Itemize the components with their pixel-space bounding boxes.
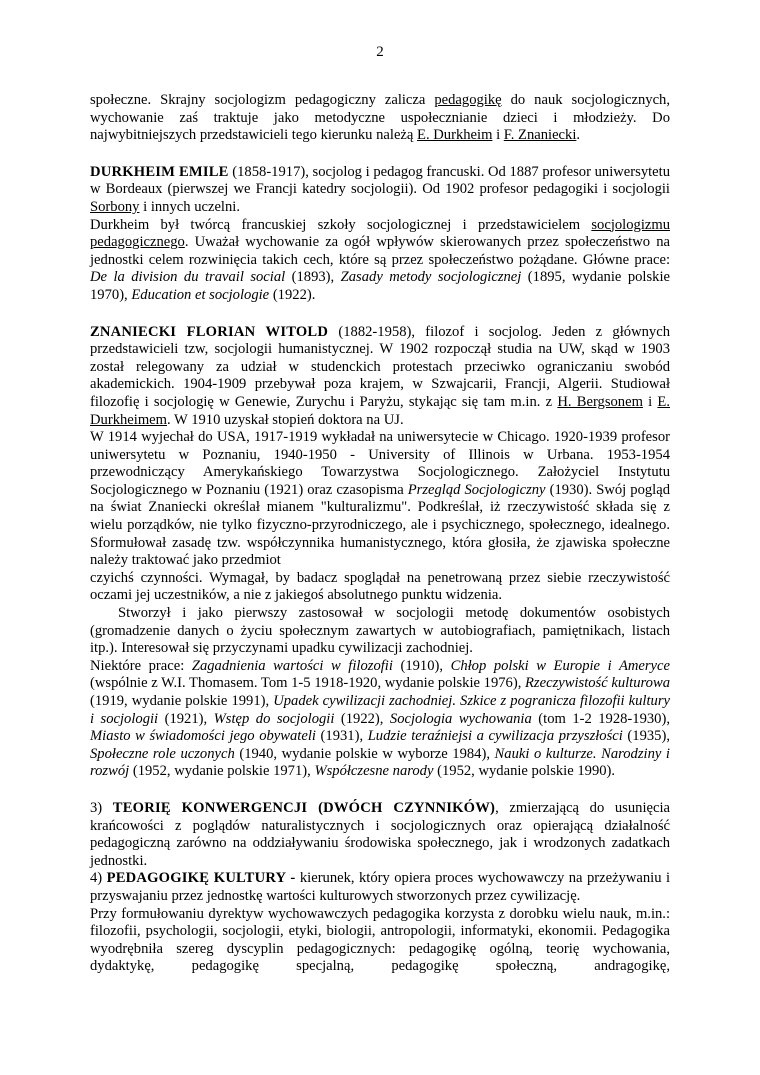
theory-culture: 4) PEDAGOGIKĘ KULTURY - kierunek, który opiera proces wychowawczy na przeżywaniu i przyswajaniu przez jednostkę wartości kulturowych stworzonych przez cywilizację. [90, 870, 670, 904]
znaniecki-bio: ZNANIECKI FLORIAN WITOLD (1882-1958), filozof i socjolog. Jeden z głównych przedstawicieli tzw, socjologii humanistycznej. W 1902 rozpoczął studia na UW, skąd w 1903 został relegowany za udział w studenckich protestach przeciwko ograniczaniu swobód akademickich. 1904-1909 przebywał poza krajem, w Szwajcarii, Francji, Algerii. Studiował filozofię i socjologię w Genewie, Zurychu i Paryżu, stykając się tam m.in. z H. Bergsonem i E. Durkheimem. W 1910 uzyskał stopień doktora na UJ. [90, 323, 670, 428]
intro-paragraph: społeczne. Skrajny socjologizm pedagogiczny zalicza pedagogikę do nauk socjologicznych, wychowanie zaś traktuje jako metodyczne uspołecznianie dzieci i młodzieży. Do najwybitniejszych przedstawicieli tego kierunku należą E. Durkheim i F. Znaniecki. [90, 92, 670, 144]
znaniecki-documents: Stworzył i jako pierwszy zastosował w socjologii metodę dokumentów osobistych (gromadzenie danych o życiu społecznym zawartych w autobiografiach, pamiętnikach, listach itp.). Interesował się przyczynami upadku cywilizacji zachodniej. [90, 605, 670, 657]
convergence-heading: TEORIĘ KONWERGENCJI (DWÓCH CZYNNIKÓW) [112, 799, 496, 816]
znaniecki-method: czyichś czynności. Wymagał, by badacz spoglądał na penetrowaną przez siebie rzeczywistość oczami jej uczestników, a nie z jakiegoś absolutnego punktu widzenia. [90, 569, 670, 604]
link-znaniecki[interactable]: F. Znaniecki [503, 127, 577, 144]
theory-convergence: 3) TEORIĘ KONWERGENCJI (DWÓCH CZYNNIKÓW), zmierzającą do usunięcia krańcowości z poglądów naturalistycznych i socjologicznych oraz opierającą działalność pedagogiczną zarówno na oddziaływaniu środowiska społecznego, jak i wrodzonych zadatkach jednostki. [90, 799, 670, 869]
durkheim-bio: DURKHEIM EMILE (1858-1917), socjolog i pedagog francuski. Od 1887 profesor uniwersytetu w Bordeaux (pierwszej we Francji katedry socjologii). Od 1902 profesor pedagogiki i socjologii Sorbony i innych uczelni. [90, 163, 670, 215]
znaniecki-heading: ZNANIECKI FLORIAN WITOLD [90, 323, 329, 340]
znaniecki-career: W 1914 wyjechał do USA, 1917-1919 wykładał na uniwersytecie w Chicago. 1920-1939 profesor uniwersytetu w Poznaniu, 1940-1950 - University of Illinois w Urbana. 1953-1954 przewodniczący Amerykańskiego Towarzystwa Socjologicznego. Założyciel Instytutu Socjologicznego w Poznaniu (1921) oraz czasopisma Przegląd Socjologiczny (1930). Swój pogląd na świat Znaniecki określał mianem "kulturalizmu". Podkreślał, iż rzeczywistość składa się z wielu porządków, nie tylko fizyczno-przyrodniczego, ale i psychicznego, społecznego, idealnego. Sformułował zasadę tzw. współczynnika humanistycznego, która głosiła, że zjawiska społeczne należy traktować jako przedmiot [90, 429, 670, 569]
znaniecki-works: Niektóre prace: Zagadnienia wartości w filozofii (1910), Chłop polski w Europie i Ameryce (wspólnie z W.I. Thomasem. Tom 1-5 1918-1920, wydanie polskie 1976), Rzeczywistość kulturowa (1919, wydanie polskie 1991), Upadek cywilizacji zachodniej. Szkice z pogranicza filozofii kultury i socjologii (1921), Wstęp do socjologii (1922), Socjologia wychowania (tom 1-2 1928-1930), Miasto w świadomości jego obywateli (1931), Ludzie teraźniejsi a cywilizacja przyszłości (1935), Społeczne role uczonych (1940, wydanie polskie w wyborze 1984), Nauki o kulturze. Narodziny i rozwój (1952, wydanie polskie 1971), Współczesne narody (1952, wydanie polskie 1990). [90, 657, 670, 780]
link-socjologizm[interactable]: socjologizmu pedagogicznego [90, 216, 670, 251]
link-pedagogika[interactable]: pedagogikę [434, 92, 502, 108]
durkheim-works: Durkheim był twórcą francuskiej szkoły socjologicznej i przedstawicielem socjologizmu pedagogicznego. Uważał wychowanie za ogół wpływów skierowanych przez społeczeństwo na jednostki celem rozwinięcia takich cech, które są przez społeczeństwo pożądane. Główne prace: De la division du travail social (1893), Zasady metody socjologicznej (1895, wydanie polskie 1970), Education et socjologie (1922). [90, 216, 670, 303]
link-sorbona[interactable]: Sorbony [90, 198, 140, 215]
link-durkheim-2[interactable]: E. Durkheimem [90, 393, 670, 428]
link-bergson[interactable]: H. Bergsonem [557, 393, 643, 410]
document-body [90, 92, 670, 976]
page-number: 2 [376, 44, 384, 60]
disciplines-paragraph: Przy formułowaniu dyrektyw wychowawczych pedagogika korzysta z dorobku wielu nauk, m.in.: filozofii, psychologii, socjologii, etyki, biologii, antropologii, informatyki, ekonomii. Pedagogika wyodrębniła szereg dyscyplin pedagogicznych: pedagogikę ogólną, teorię wychowania, dydaktykę, pedagogikę specjalną, pedagogikę społeczną, andragogikę, [90, 905, 670, 975]
culture-heading: PEDAGOGIKĘ KULTURY - [106, 870, 296, 887]
durkheim-heading: DURKHEIM EMILE [90, 163, 229, 180]
link-durkheim[interactable]: E. Durkheim [417, 127, 493, 144]
